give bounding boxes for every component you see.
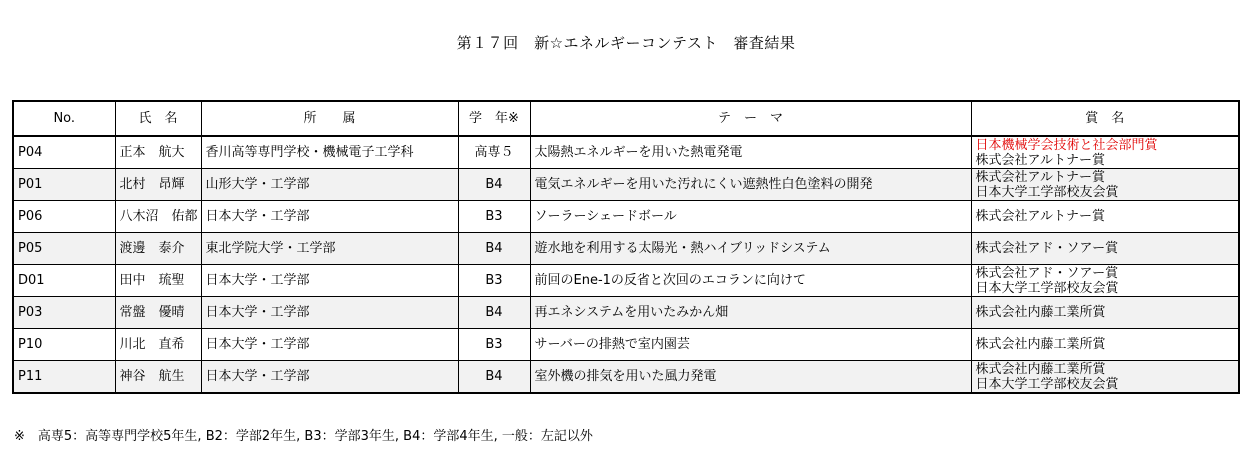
award-line: 株式会社内藤工業所賞 [975, 361, 1106, 377]
cell-theme: 遊水地を利用する太陽光・熱ハイブリッドシステム [530, 233, 971, 265]
award-line: 株式会社内藤工業所賞 [975, 305, 1106, 320]
cell-grade: B4 [458, 233, 530, 265]
award-line: 株式会社アド・ソアー賞 [975, 265, 1119, 281]
cell-name: 渡邊 泰介 [115, 233, 201, 265]
cell-name: 常盤 優晴 [115, 297, 201, 329]
header-name: 氏 名 [115, 101, 201, 136]
cell-award [971, 329, 1239, 361]
cell-award [971, 265, 1239, 297]
cell-no: P06 [13, 201, 115, 233]
cell-name: 川北 直希 [115, 329, 201, 361]
award-line: 株式会社アルトナー賞 [975, 152, 1105, 168]
header-affiliation: 所 属 [201, 101, 458, 136]
cell-affiliation: 日本大学・工学部 [201, 297, 458, 329]
cell-theme: 電気エネルギーを用いた汚れにくい遮熱性白色塗料の開発 [530, 169, 971, 201]
cell-no: P11 [13, 361, 115, 394]
cell-affiliation: 日本大学・工学部 [201, 201, 458, 233]
cell-name: 八木沼 佑都 [115, 201, 201, 233]
cell-name: 正本 航大 [115, 136, 201, 169]
award-line: 日本機械学会技術と社会部門賞 [975, 137, 1158, 153]
cell-grade: B3 [458, 265, 530, 297]
cell-award [971, 169, 1239, 201]
award-line: 株式会社アルトナー賞 [975, 209, 1105, 224]
cell-no: P01 [13, 169, 115, 201]
cell-theme: 室外機の排気を用いた風力発電 [530, 361, 971, 394]
cell-name: 神谷 航生 [115, 361, 201, 394]
award-line: 株式会社内藤工業所賞 [975, 337, 1106, 352]
cell-no: P05 [13, 233, 115, 265]
award-line: 株式会社アルトナー賞 [975, 169, 1105, 185]
cell-theme: 太陽熱エネルギーを用いた熱電発電 [530, 136, 971, 169]
footnote: ※ 高専5：高等専門学校5年生, B2：学部2年生, B3：学部3年生, B4：学部4年生, 一般：左記以外 [14, 429, 593, 444]
table-row [13, 297, 1239, 329]
cell-theme: 前回のEne-1の反省と次回のエコランに向けて [530, 265, 971, 297]
table-row [13, 265, 1239, 297]
cell-affiliation: 日本大学・工学部 [201, 265, 458, 297]
award-line: 株式会社アド・ソアー賞 [975, 241, 1119, 256]
table-row [13, 361, 1239, 394]
cell-affiliation: 日本大学・工学部 [201, 361, 458, 394]
header-award: 賞 名 [971, 101, 1239, 136]
cell-name: 田中 琉聖 [115, 265, 201, 297]
cell-no: D01 [13, 265, 115, 297]
cell-grade: B3 [458, 201, 530, 233]
award-line: 日本大学工学部校友会賞 [975, 376, 1119, 392]
cell-award [971, 136, 1239, 169]
page-title: 第１７回 新☆エネルギーコンテスト 審査結果 [456, 34, 796, 52]
table-header-row [13, 101, 1239, 136]
header-no: No. [13, 101, 115, 136]
cell-award [971, 297, 1239, 329]
table-row [13, 329, 1239, 361]
cell-affiliation: 山形大学・工学部 [201, 169, 458, 201]
results-table [12, 100, 1240, 394]
cell-award [971, 361, 1239, 394]
cell-no: P04 [13, 136, 115, 169]
cell-grade: B3 [458, 329, 530, 361]
cell-award [971, 233, 1239, 265]
cell-affiliation: 東北学院大学・工学部 [201, 233, 458, 265]
cell-no: P10 [13, 329, 115, 361]
header-grade: 学 年※ [458, 101, 530, 136]
cell-grade: 高専５ [458, 136, 530, 169]
cell-grade: B4 [458, 169, 530, 201]
cell-theme: ソーラーシェードボール [530, 201, 971, 233]
cell-grade: B4 [458, 361, 530, 394]
cell-grade: B4 [458, 297, 530, 329]
table-row [13, 233, 1239, 265]
cell-affiliation: 香川高等専門学校・機械電子工学科 [201, 136, 458, 169]
cell-name: 北村 昂輝 [115, 169, 201, 201]
cell-theme: サーバーの排熱で室内園芸 [530, 329, 971, 361]
cell-affiliation: 日本大学・工学部 [201, 329, 458, 361]
cell-theme: 再エネシステムを用いたみかん畑 [530, 297, 971, 329]
cell-no: P03 [13, 297, 115, 329]
cell-award [971, 201, 1239, 233]
award-line: 日本大学工学部校友会賞 [975, 184, 1119, 200]
table-row [13, 136, 1239, 169]
award-line: 日本大学工学部校友会賞 [975, 280, 1119, 296]
table-row [13, 169, 1239, 201]
header-theme: テ ー マ [530, 101, 971, 136]
table-row [13, 201, 1239, 233]
